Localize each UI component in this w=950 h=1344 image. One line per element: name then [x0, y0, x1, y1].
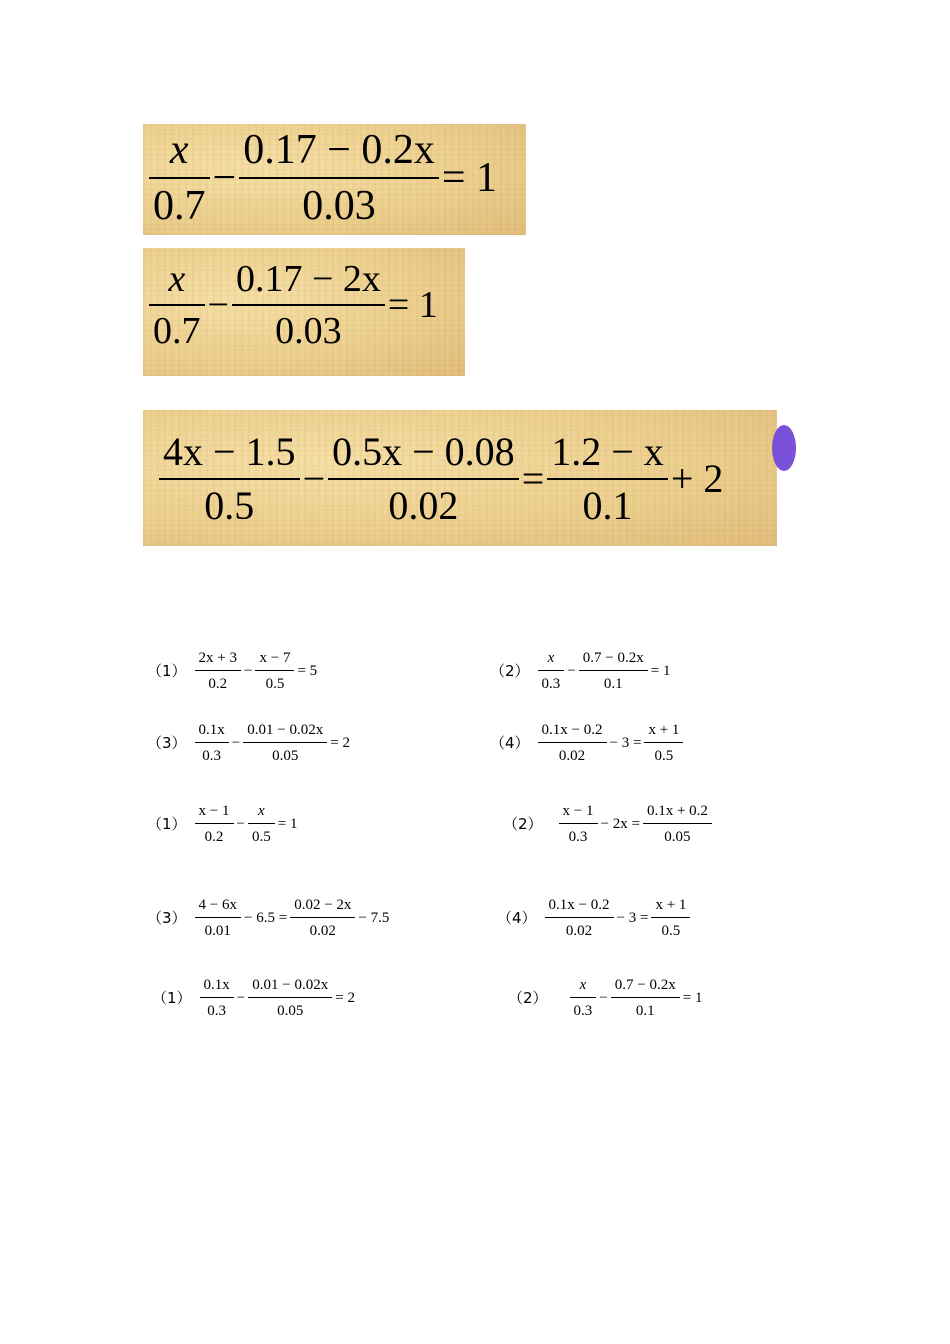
operator: −: [236, 816, 245, 832]
numerator: 0.02 − 2x: [294, 897, 352, 913]
denominator: 0.01: [204, 923, 231, 939]
numerator: 2x + 3: [198, 650, 238, 666]
denominator: 0.02: [565, 923, 593, 939]
problem-7: [147, 898, 392, 939]
numerator: 1.2 − x: [551, 429, 664, 474]
numerator: x: [258, 803, 265, 819]
fraction: [547, 429, 668, 528]
denominator: 0.1: [582, 483, 633, 528]
fraction: [159, 429, 300, 528]
numerator: 4x − 1.5: [163, 429, 296, 474]
denominator: 0.02: [558, 748, 586, 764]
rhs: = 5: [297, 663, 318, 679]
operator: −: [236, 990, 246, 1006]
denominator: 0.05: [277, 1003, 304, 1019]
fraction: [328, 429, 519, 528]
rhs: = 1: [682, 990, 703, 1006]
numerator: 0.1x: [203, 977, 230, 993]
problem-label: （1）: [152, 989, 192, 1007]
operator: −: [212, 155, 237, 201]
rhs: = 2: [330, 735, 350, 751]
operator: −: [567, 663, 576, 679]
numerator: 0.1x: [198, 722, 225, 738]
numerator: 0.1x + 0.2: [646, 803, 708, 819]
denominator: 0.3: [573, 1003, 593, 1019]
numerator: x + 1: [655, 897, 687, 913]
problem-8: [497, 898, 690, 939]
numerator: x: [169, 127, 189, 173]
operator: − 6.5 =: [244, 910, 288, 926]
equation-image-1: [143, 124, 526, 235]
denominator: 0.05: [272, 748, 299, 764]
operator: −: [207, 284, 229, 326]
denominator: 0.2: [204, 829, 224, 845]
operator: =: [521, 456, 545, 501]
rhs: = 1: [441, 155, 498, 201]
denominator: 0.5: [251, 829, 271, 845]
problem-label: （2）: [508, 989, 548, 1007]
fraction: [239, 129, 439, 227]
problem-10: [508, 978, 705, 1019]
numerator: x: [547, 650, 555, 666]
problem-label: （4）: [497, 909, 537, 927]
problem-6: [503, 804, 712, 845]
problem-label: （1）: [147, 662, 187, 680]
denominator: 0.5: [265, 676, 285, 692]
problem-4: [490, 723, 683, 764]
numerator: x − 1: [562, 803, 594, 819]
rhs: + 2: [670, 456, 724, 501]
denominator: 0.1: [603, 676, 623, 692]
operator: − 3 =: [609, 735, 642, 751]
denominator: 0.3: [202, 748, 222, 764]
operator: −: [231, 735, 241, 751]
operator: −: [599, 990, 608, 1006]
numerator: x − 1: [198, 803, 230, 819]
denominator: 0.5: [204, 483, 255, 528]
numerator: x: [579, 977, 587, 993]
denominator: 0.02: [388, 483, 459, 528]
numerator: x + 1: [648, 722, 680, 738]
numerator: 4 − 6x: [198, 897, 238, 913]
fraction: [232, 260, 385, 350]
equation-image-2: [143, 248, 465, 376]
numerator: 0.7 − 0.2x: [614, 977, 676, 993]
numerator: 0.7 − 0.2x: [582, 650, 644, 666]
denominator: 0.3: [207, 1003, 227, 1019]
problem-label: （1）: [147, 815, 187, 833]
numerator: 0.01 − 0.02x: [252, 977, 329, 993]
denominator: 0.5: [654, 748, 674, 764]
rhs: = 1: [650, 663, 671, 679]
fraction: [149, 129, 210, 227]
denominator: 0.05: [664, 829, 691, 845]
rhs: − 7.5: [358, 910, 390, 926]
denominator: 0.03: [302, 183, 376, 229]
rhs: = 1: [277, 816, 298, 832]
numerator: x − 7: [259, 650, 291, 666]
numerator: 0.17 − 2x: [235, 258, 381, 300]
operator: − 3 =: [616, 910, 649, 926]
problem-1: [147, 651, 320, 692]
numerator: 0.5x − 0.08: [332, 429, 515, 474]
numerator: 0.01 − 0.02x: [247, 722, 324, 738]
denominator: 0.3: [568, 829, 588, 845]
denominator: 0.03: [275, 310, 342, 352]
problem-3: [147, 723, 353, 764]
numerator: 0.17 − 0.2x: [243, 127, 435, 173]
problem-2: [490, 651, 673, 692]
denominator: 0.5: [661, 923, 681, 939]
denominator: 0.3: [541, 676, 561, 692]
purple-marker: [772, 425, 796, 471]
numerator: x: [168, 258, 186, 300]
operator: − 2x =: [600, 816, 640, 832]
problem-label: （2）: [503, 815, 543, 833]
numerator: 0.1x − 0.2: [541, 722, 603, 738]
fraction: [149, 260, 205, 350]
equation-image-3: [143, 410, 777, 546]
denominator: 0.2: [208, 676, 228, 692]
problem-5: [147, 804, 300, 845]
problem-label: （2）: [490, 662, 530, 680]
numerator: 0.1x − 0.2: [548, 897, 610, 913]
denominator: 0.02: [309, 923, 336, 939]
operator: −: [302, 456, 326, 501]
denominator: 0.7: [153, 310, 201, 352]
problem-label: （4）: [490, 734, 530, 752]
denominator: 0.7: [153, 183, 206, 229]
rhs: = 2: [335, 990, 355, 1006]
problem-label: （3）: [147, 909, 187, 927]
rhs: = 1: [387, 284, 438, 326]
denominator: 0.1: [635, 1003, 655, 1019]
problem-9: [152, 978, 358, 1019]
problem-label: （3）: [147, 734, 187, 752]
operator: −: [244, 663, 253, 679]
